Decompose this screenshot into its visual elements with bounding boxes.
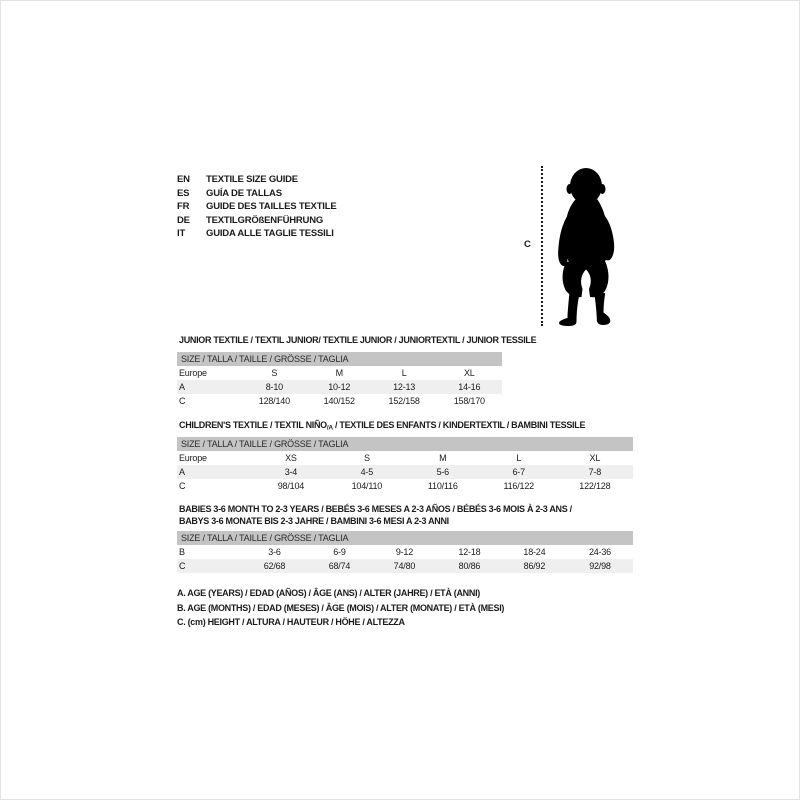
lang-text: TEXTILGRÖßENFÜHRUNG <box>206 214 324 226</box>
table-cell: XL <box>589 453 601 463</box>
lang-code: FR <box>177 201 190 213</box>
table-cell: 7-8 <box>557 465 633 479</box>
footnote-c: C. (cm) HEIGHT / ALTURA / HAUTEUR / HÖHE / ALTEZZA <box>177 617 405 628</box>
lang-code: IT <box>177 228 186 240</box>
footnote-b: B. AGE (MONTHS) / EDAD (MESES) / ÂGE (MOIS) / ALTER (MONATE) / ETÀ (MESI) <box>177 602 505 613</box>
table-cell: 158/170 <box>453 396 485 406</box>
table-cell: 80/86 <box>437 559 502 573</box>
babies-size-table <box>177 531 633 573</box>
table-cell: L <box>401 368 407 378</box>
row-label: Europe <box>179 368 207 378</box>
size-header-row <box>177 437 633 451</box>
table-row-age <box>177 380 502 394</box>
height-measure-label: C <box>524 239 531 250</box>
legend-row-de <box>177 214 336 228</box>
table-cell: 12-13 <box>372 380 437 394</box>
table-cell: 4-5 <box>329 465 405 479</box>
table-cell: 12-18 <box>458 547 481 557</box>
size-header-row <box>177 531 633 545</box>
size-header-row <box>177 352 502 366</box>
table-row-age <box>177 465 633 479</box>
table-cell: XS <box>285 453 297 463</box>
table-cell: 10-12 <box>307 380 372 394</box>
legend-row-es <box>177 187 336 201</box>
table-cell: 3-4 <box>253 465 329 479</box>
table-cell: M <box>335 368 343 378</box>
table-cell: 110/116 <box>427 481 458 491</box>
footnote-a: A. AGE (YEARS) / EDAD (AÑOS) / ÂGE (ANS) / ALTER (JAHRE) / ETÀ (ANNI) <box>177 588 480 598</box>
table-cell: 140/152 <box>323 396 355 406</box>
title-text: / TEXTILE DES ENFANTS / KINDERTEXTIL / BAMBINI TESSILE <box>332 420 586 430</box>
legend-row-it <box>177 227 336 241</box>
table-cell: S <box>271 368 278 378</box>
lang-text: GUÍA DE TALLAS <box>206 187 282 199</box>
table-cell: 68/74 <box>307 559 372 573</box>
table-cell: L <box>516 453 522 463</box>
table-cell: 104/110 <box>351 481 383 491</box>
table-cell: 122/128 <box>579 481 611 491</box>
table-cell: 152/158 <box>388 396 420 406</box>
table-cell: 8-10 <box>242 380 307 394</box>
table-cell: 128/140 <box>258 396 290 406</box>
height-measure-line <box>541 166 543 326</box>
lang-code: EN <box>177 174 190 185</box>
child-silhouette-image <box>555 166 619 326</box>
table-cell: XL <box>463 368 475 378</box>
table-cell: 6-7 <box>481 465 557 479</box>
lang-code: ES <box>177 187 190 199</box>
language-legend <box>177 173 336 241</box>
size-header-cell: SIZE / TALLA / TAILLE / GRÖSSE / TAGLIA <box>177 531 633 545</box>
table-cell: 92/98 <box>567 559 633 573</box>
row-label: C <box>179 481 186 491</box>
table-cell: 18-24 <box>523 547 546 557</box>
children-size-table <box>177 437 633 493</box>
row-label: B <box>179 547 185 557</box>
table-row-height <box>177 394 502 408</box>
lang-text: GUIDE DES TAILLES TEXTILE <box>206 201 337 213</box>
table-cell: 98/104 <box>277 481 305 491</box>
lang-text: GUIDA ALLE TAGLIE TESSILI <box>206 228 334 240</box>
size-header-cell: SIZE / TALLA / TAILLE / GRÖSSE / TAGLIA <box>177 352 502 366</box>
table-cell: S <box>363 453 370 463</box>
size-header-cell: SIZE / TALLA / TAILLE / GRÖSSE / TAGLIA <box>177 437 633 451</box>
legend-row-en <box>177 173 336 187</box>
title-line-2: BABYS 3-6 MONATE BIS 2-3 JAHRE / BAMBINI 3-6 MESI A 2-3 ANNI <box>179 516 449 526</box>
table-cell: 62/68 <box>242 559 307 573</box>
title-text: CHILDREN'S TEXTILE / TEXTIL NIÑO <box>179 420 327 430</box>
table-cell: 74/80 <box>372 559 437 573</box>
junior-table-title: JUNIOR TEXTILE / TEXTIL JUNIOR/ TEXTILE JUNIOR / JUNIORTEXTIL / JUNIOR TESSILE <box>179 335 537 345</box>
row-label: C <box>177 559 242 573</box>
table-row-height <box>177 559 633 573</box>
table-cell: 3-6 <box>268 547 281 557</box>
table-row-age-months <box>177 545 633 559</box>
table-cell: M <box>439 453 447 463</box>
table-cell: 9-12 <box>395 547 414 557</box>
title-line-1: BABIES 3-6 MONTH TO 2-3 YEARS / BEBÉS 3-6 MESES A 2-3 AÑOS / BÉBÉS 3-6 MOIS À 2-3 ANS / <box>179 504 572 514</box>
table-row-europe <box>177 451 633 465</box>
legend-row-fr <box>177 200 336 214</box>
table-cell: 116/122 <box>503 481 534 491</box>
junior-size-table <box>177 352 502 408</box>
row-label: A <box>177 465 253 479</box>
children-table-title <box>179 419 585 435</box>
lang-code: DE <box>177 214 190 226</box>
row-label: C <box>179 396 186 406</box>
table-cell: 86/92 <box>502 559 567 573</box>
table-row-height <box>177 479 633 493</box>
table-cell: 24-36 <box>588 547 611 557</box>
babies-table-title <box>179 503 572 527</box>
title-subscript: /A <box>326 424 333 432</box>
table-cell: 6-9 <box>333 547 346 557</box>
table-cell: 5-6 <box>405 465 481 479</box>
table-cell: 14-16 <box>437 380 502 394</box>
lang-text: TEXTILE SIZE GUIDE <box>206 174 298 185</box>
row-label: Europe <box>179 453 207 463</box>
row-label: A <box>177 380 242 394</box>
table-row-europe <box>177 366 502 380</box>
footnotes <box>177 586 504 630</box>
